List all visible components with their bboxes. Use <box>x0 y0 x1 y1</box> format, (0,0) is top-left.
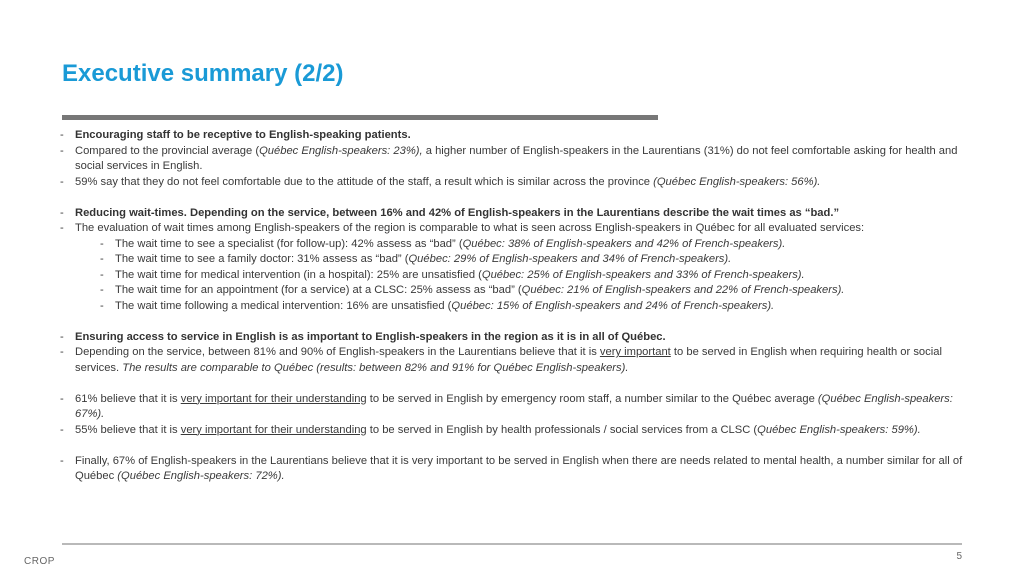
sub-bullet-medical-intervention: - The wait time for medical intervention (in a hospital): 25% are unsatisfied (Québec: 25% of English-speakers and 33% of French-speakers). <box>60 268 970 284</box>
bullet-dash: - <box>60 346 64 358</box>
bullet-heading: Encouraging staff to be receptive to English-speaking patients. <box>75 129 411 141</box>
bullet-wait-evaluation: - The evaluation of wait times among English-speakers of the region is comparable to what is seen across English-speakers in Québec for all evaluated services: <box>60 221 970 237</box>
summary-content <box>60 128 970 485</box>
bullet-dash: - <box>100 253 104 265</box>
bullet-dash: - <box>60 175 64 188</box>
bullet-dash: - <box>100 268 104 281</box>
brand-logo-text: CROP <box>24 556 55 567</box>
bullet-dash: - <box>60 144 64 157</box>
bullet-heading: Ensuring access to service in English is as important to English-speakers in the region as it is in all of Québec. <box>75 330 666 343</box>
bullet-staff-attitude: - 59% say that they do not feel comfortable due to the attitude of the staff, a result which is similar across the province (Québec English-speakers: 56%). <box>60 175 970 191</box>
sub-bullet-family-doctor: - The wait time to see a family doctor: 31% assess as “bad” (Québec: 29% of English-speakers and 34% of French-speakers). <box>60 252 970 268</box>
title-divider <box>62 115 658 120</box>
page-number: 5 <box>956 551 962 562</box>
bullet-dash: - <box>100 284 104 296</box>
bullet-access-english <box>60 330 970 346</box>
sub-bullet-specialist: - The wait time to see a specialist (for follow-up): 42% assess as “bad” (Québec: 38% of English-speakers and 42% of French-speakers). <box>60 237 970 253</box>
bullet-dash: - <box>60 222 64 234</box>
bullet-dash: - <box>60 423 64 436</box>
bullet-dash: - <box>100 237 104 250</box>
bullet-wait-times <box>60 206 970 222</box>
bullet-mental-health: - Finally, 67% of English-speakers in the Laurentians believe that it is very important to be served in English when there are needs related to mental health, a number similar for all of Québec (Québec English-speakers: 72%). <box>60 454 970 485</box>
sub-bullet-after-intervention: - The wait time following a medical intervention: 16% are unsatisfied (Québec: 15% of English-speakers and 24% of French-speakers). <box>60 299 970 315</box>
bullet-dash: - <box>60 129 64 141</box>
bullet-dash: - <box>60 454 64 467</box>
page-title: Executive summary (2/2) <box>62 60 344 87</box>
bullet-dash: - <box>60 206 64 219</box>
footer-divider <box>62 543 962 545</box>
bullet-dash: - <box>60 392 64 405</box>
bullet-service-importance: - Depending on the service, between 81% and 90% of English-speakers in the Laurentians believe that it is very important to be served in English when requiring health or social services. The results are comparable to Québec (results: between 82% and 91% for Québec English-speakers). <box>60 345 970 376</box>
bullet-dash: - <box>100 299 104 312</box>
bullet-provincial-average: - Compared to the provincial average (Québec English-speakers: 23%), a higher number of English-speakers in the Laurentians (31%) do not feel comfortable asking for health and social services in English. <box>60 144 970 175</box>
bullet-dash: - <box>60 330 64 343</box>
bullet-heading: Reducing wait-times. Depending on the service, between 16% and 42% of English-speakers in the Laurentians describe the wait times as “bad.” <box>75 206 840 219</box>
bullet-staff-receptive <box>60 128 970 144</box>
bullet-emergency-room: - 61% believe that it is very important for their understanding to be served in English by emergency room staff, a number similar to the Québec average (Québec English-speakers: 67%). <box>60 392 970 423</box>
bullet-clsc-professionals: - 55% believe that it is very important for their understanding to be served in English by health professionals / social services from a CLSC (Québec English-speakers: 59%). <box>60 423 970 439</box>
sub-bullet-clsc-appointment: - The wait time for an appointment (for a service) at a CLSC: 25% assess as “bad” (Québec: 21% of English-speakers and 22% of French-speakers). <box>60 283 970 299</box>
